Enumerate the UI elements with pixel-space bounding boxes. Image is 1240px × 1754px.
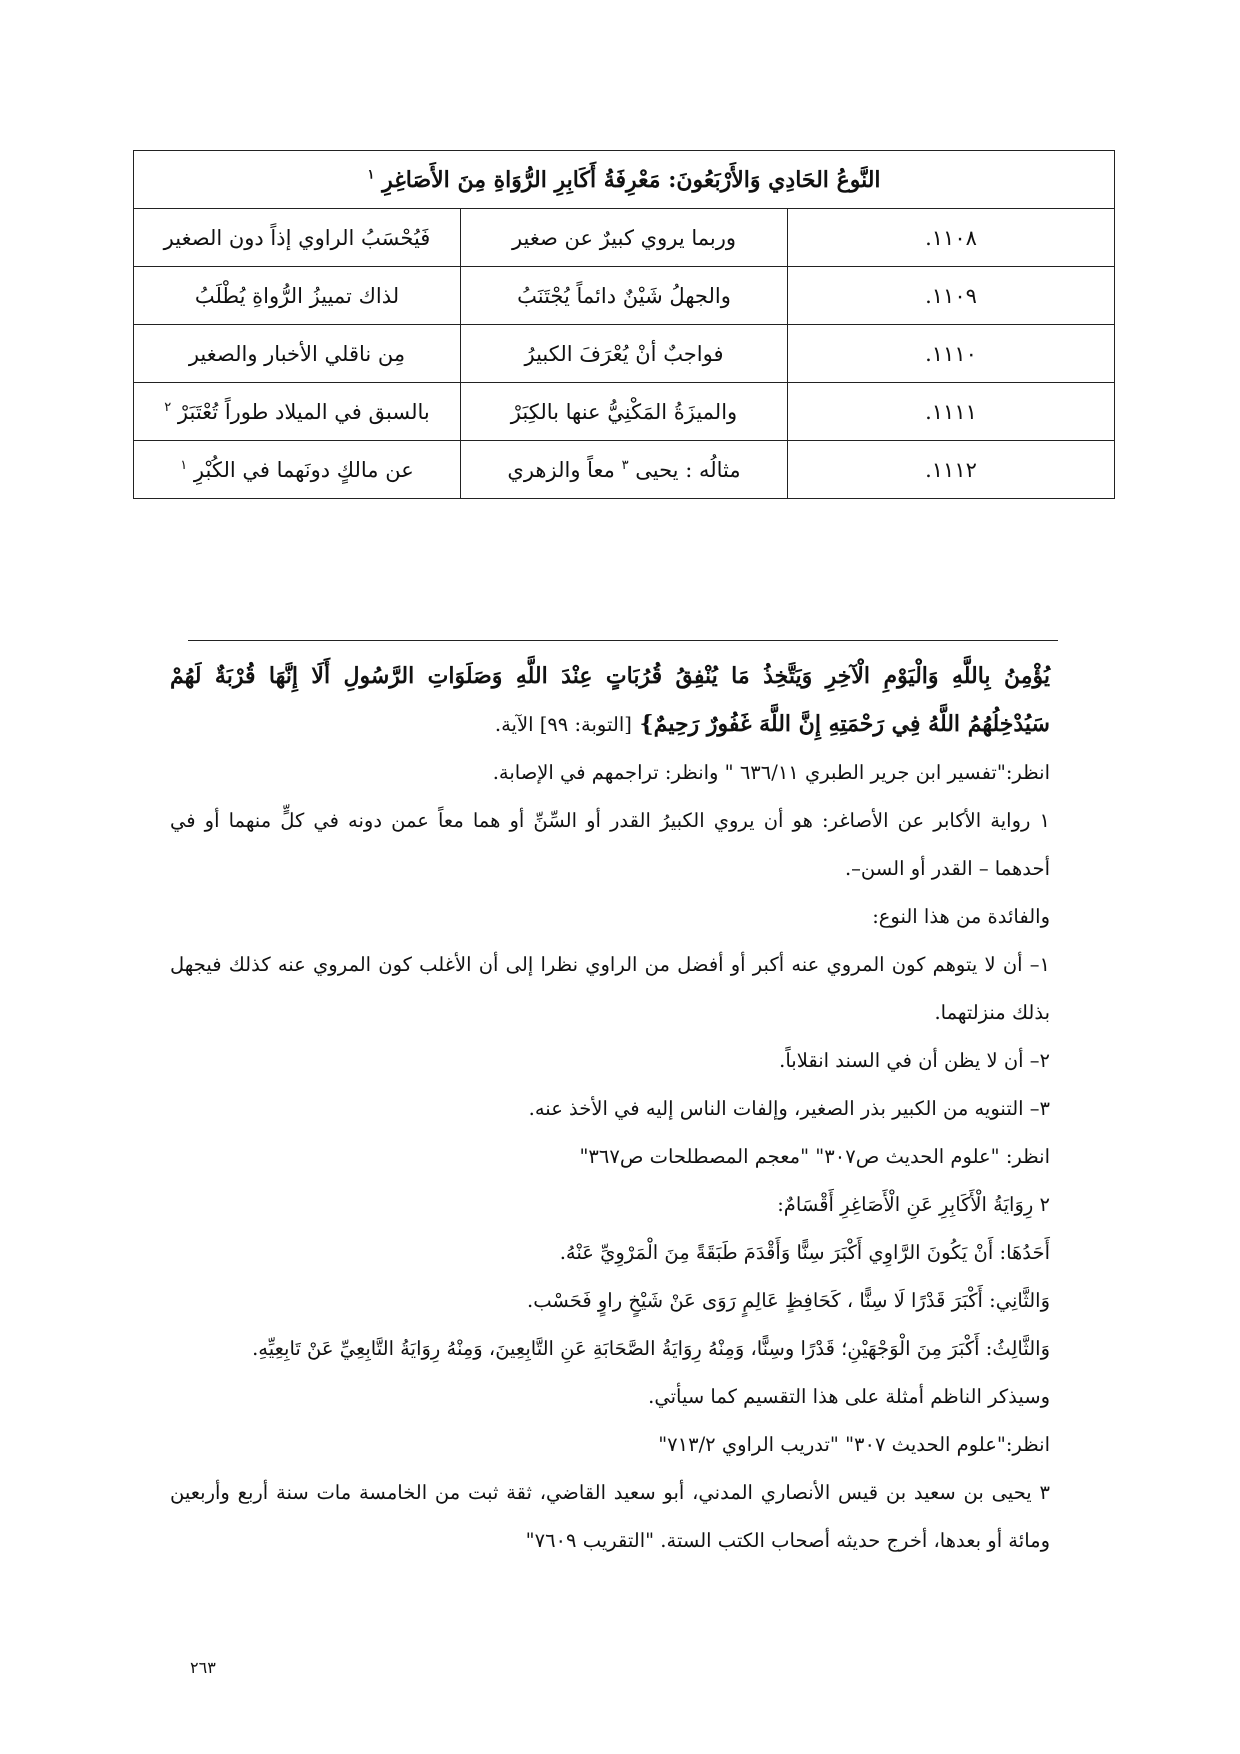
footnotes: [170, 652, 1050, 1565]
footnote-ref: ٢: [164, 399, 172, 415]
page-number: ٢٦٣: [190, 1658, 216, 1677]
verse-second-hemistich: [134, 383, 461, 441]
footnote-line: ١– أن لا يتوهم كون المروي عنه أكبر أو أفضل من الراوي نظرا إلى أن الأغلب كون المروي عنه كذلك فيجهل بذلك منزلتهما.: [170, 953, 1050, 1024]
footnote-line: ٣– التنويه من الكبير بذر الصغير، وإلفات الناس إليه في الأخذ عنه.: [528, 1097, 1050, 1120]
footnote-line: انظر:"علوم الحديث ٣٠٧" "تدريب الراوي ٧١٣/٢": [658, 1433, 1050, 1456]
verse-row: [134, 383, 1115, 441]
verse-row: [134, 325, 1115, 383]
verse-first-hemistich: والميزَةُ المَكْنِيُّ عنها بالكِبَرْ: [461, 383, 788, 441]
verse-number: ١١١١.: [788, 383, 1115, 441]
verse-first-hemistich: وربما يروي كبيرٌ عن صغير: [461, 209, 788, 267]
verse-number: ١١١٢.: [788, 441, 1115, 499]
chapter-title-text: النَّوعُ الحَادِي وَالأَرْبَعُونَ: مَعْرِفَةُ أَكَابِرِ الرُّوَاةِ مِنَ الأَصَاغِرِ: [382, 166, 881, 193]
quran-verse-text: يُؤْمِنُ بِاللَّهِ وَالْيَوْمِ الْآخِرِ وَيَتَّخِذُ مَا يُنْفِقُ قُرُبَاتٍ عِنْدَ اللَّهِ وَصَلَوَاتِ الرَّسُولِ أَلَا إِنَّهَا قُرْبَةٌ لَهُمْ سَيُدْخِلُهُمُ اللَّهُ فِي رَحْمَتِهِ إِنَّ اللَّهَ غَفُورٌ رَحِيمٌ}: [170, 663, 1051, 737]
verse-number: ١١١٠.: [788, 325, 1115, 383]
footnote-line: ٢– أن لا يظن أن في السند انقلاباً.: [779, 1049, 1050, 1072]
verse-number: ١١٠٩.: [788, 267, 1115, 325]
footnote-line: ١ رواية الأكابر عن الأصاغر: هو أن يروي الكبيرُ القدر أو السِّنِّ أو هما معاً عمن دونه في كلٍّ منهما أو في أحدهما – القدر أو السن–.: [170, 809, 1050, 880]
hemistich-text: مثالُه : يحيى: [635, 457, 741, 482]
verse-second-hemistich: [134, 441, 461, 499]
chapter-title: [134, 151, 1115, 209]
quran-reference: [التوبة: ٩٩] الآية.: [494, 713, 632, 736]
footnote-line: ٢ رِوَايَةُ الْأَكَابِرِ عَنِ الْأَصَاغِرِ أَقْسَامٌ:: [777, 1193, 1050, 1216]
footnote-line: أَحَدُهَا: أَنْ يَكُونَ الرَّاوِي أَكْبَرَ سِنًّا وَأَقْدَمَ طَبَقَةً مِنَ الْمَرْوِيِّ عَنْهُ.: [559, 1241, 1050, 1264]
footnote-ref: ١: [180, 457, 188, 473]
footnote-ref: ١: [367, 167, 375, 183]
quran-verse: [170, 652, 1050, 749]
footnote-line: انظر: "علوم الحديث ص٣٠٧" "معجم المصطلحات ص٣٦٧": [579, 1145, 1050, 1168]
hemistich-text: بالسبق في الميلاد طوراً تُعْتَبَرْ: [177, 399, 430, 424]
verse-second-hemistich: لذاك تمييزُ الرُّواةِ يُطْلَبُ: [134, 267, 461, 325]
hemistich-text: عن مالكٍ دونَهما في الكُبْرِ: [193, 457, 414, 482]
footnote-line: وَالثَّانِي: أَكْبَرَ قَدْرًا لَا سِنًّا ، كَحَافِظٍ عَالِمٍ رَوَى عَنْ شَيْخٍ راوٍ فَحَسْب.: [527, 1289, 1050, 1312]
footnote-line: انظر:"تفسير ابن جرير الطبري ٦٣٦/١١ " وانظر: تراجمهم في الإصابة.: [492, 761, 1050, 784]
footnote-separator: [188, 640, 1058, 641]
verse-row: [134, 441, 1115, 499]
verse-second-hemistich: فَيُحْسَبُ الراوي إذاً دون الصغير: [134, 209, 461, 267]
verse-second-hemistich: مِن ناقلي الأخبار والصغير: [134, 325, 461, 383]
verse-first-hemistich: فواجبٌ أنْ يُعْرَفَ الكبيرُ: [461, 325, 788, 383]
verse-row: [134, 267, 1115, 325]
footnote-line: ٣ يحيى بن سعيد بن قيس الأنصاري المدني، أبو سعيد القاضي، ثقة ثبت من الخامسة مات سنة أربع وأربعين ومائة أو بعدها، أخرج حديثه أصحاب الكتب الستة. "التقريب ٧٦٠٩": [170, 1481, 1050, 1552]
verse-number: ١١٠٨.: [788, 209, 1115, 267]
table-header-row: [134, 151, 1115, 209]
footnote-line: وسيذكر الناظم أمثلة على هذا التقسيم كما سيأتي.: [648, 1385, 1050, 1408]
footnote-line: والفائدة من هذا النوع:: [872, 905, 1050, 928]
footnote-line: وَالثَّالِثُ: أَكْبَرَ مِنَ الْوَجْهَيْنِ؛ قَدْرًا وسِنًّا، وَمِنْهُ رِوَايَةُ الصَّحَابَةِ عَنِ التَّابِعِينَ، وَمِنْهُ رِوَايَةُ التَّابِعِيِّ عَنْ تَابِعِيِّهِ.: [252, 1337, 1050, 1360]
verse-row: [134, 209, 1115, 267]
footnote-ref: ٣: [621, 457, 629, 473]
verses-table: [133, 150, 1115, 499]
verse-first-hemistich: والجهلُ شَيْنٌ دائماً يُجْتَنَبُ: [461, 267, 788, 325]
hemistich-text: معاً والزهري: [507, 457, 615, 482]
verse-first-hemistich: [461, 441, 788, 499]
